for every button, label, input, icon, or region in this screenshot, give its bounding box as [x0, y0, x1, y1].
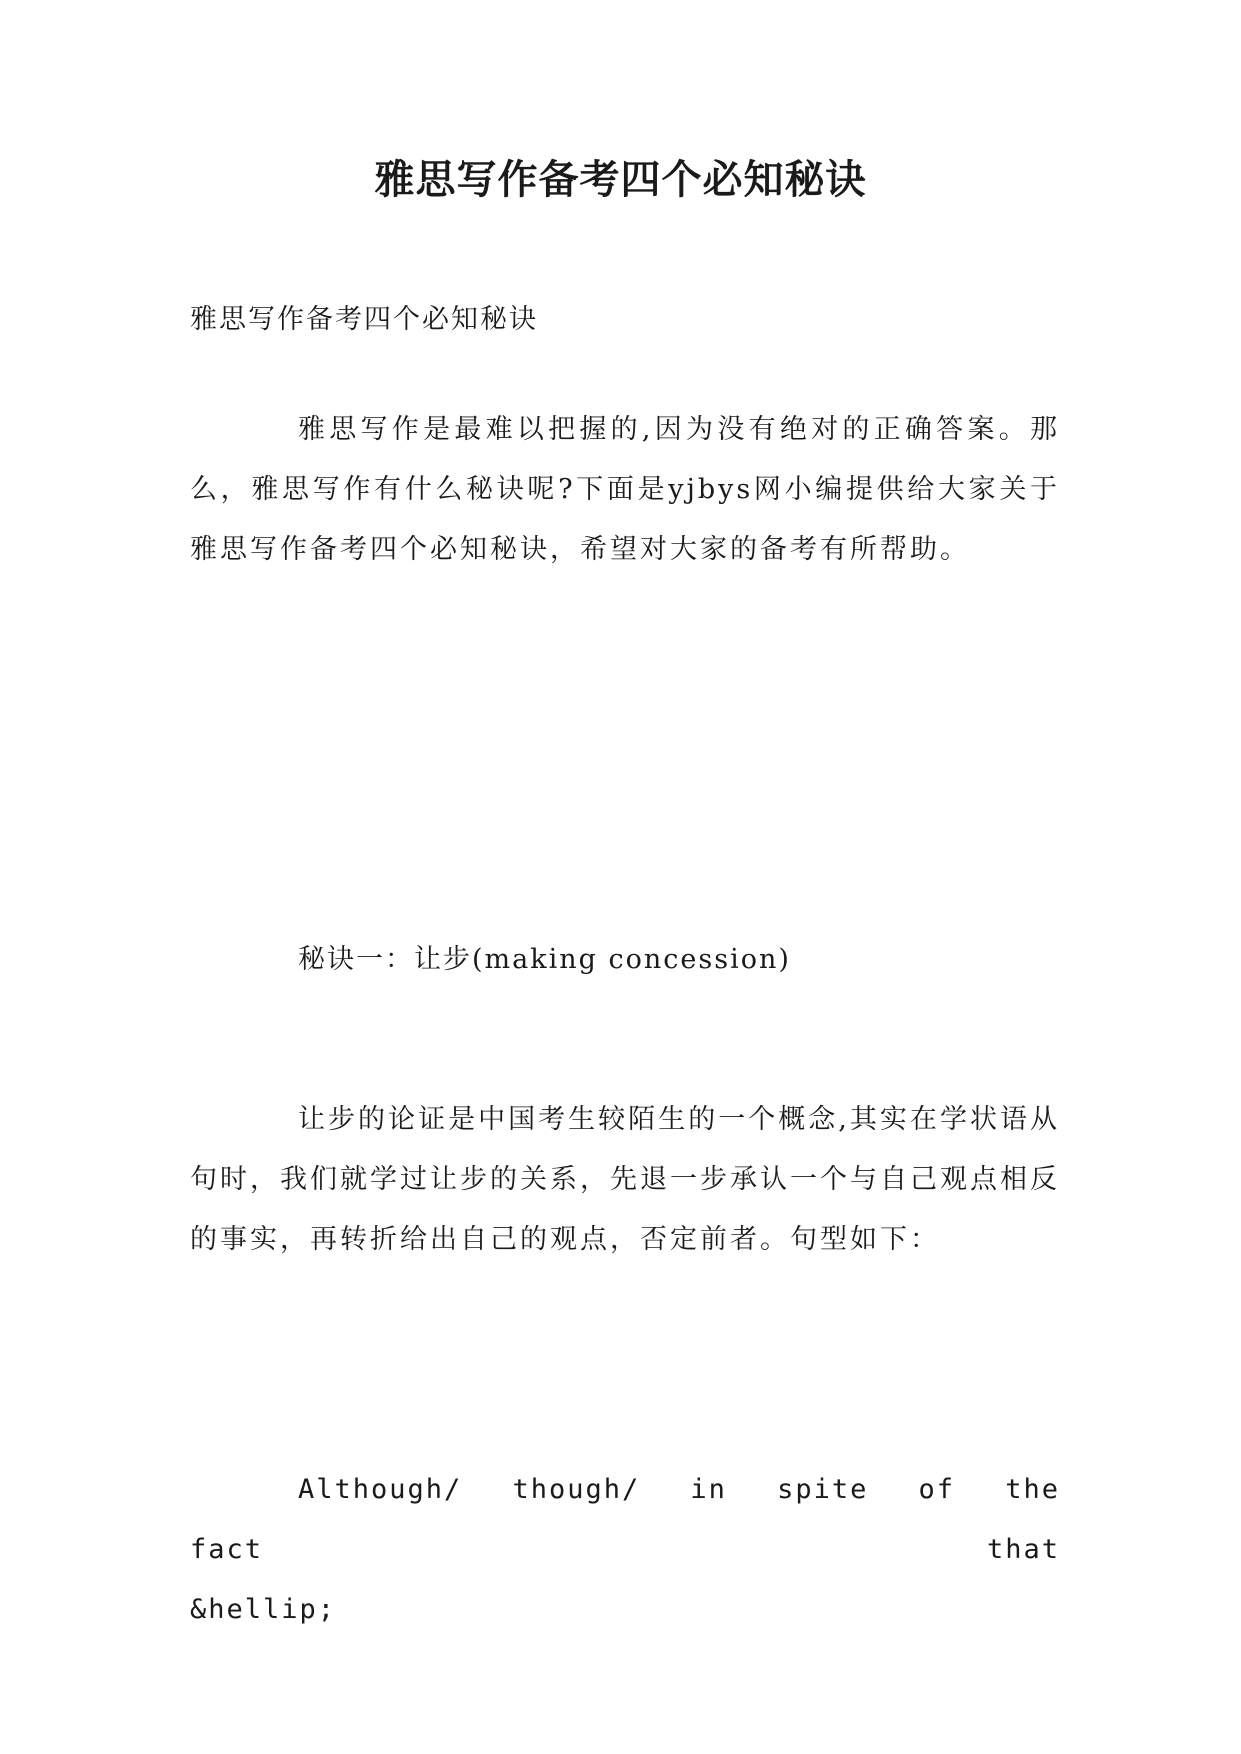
document-subtitle: 雅思写作备考四个必知秘诀: [190, 304, 538, 335]
concession-paragraph: 让步的论证是中国考生较陌生的一个概念,其实在学状语从句时，我们就学过让步的关系，先退一步承认一个与自己观点相反的事实，再转折给出自己的观点，否定前者。句型如下：: [190, 1104, 1060, 1255]
section-heading-tip-one: 秘诀一：让步(making concession): [298, 944, 791, 975]
document-title: 雅思写作备考四个必知秘诀: [374, 157, 867, 203]
example-line-1: Although/ though/ in spite of the fact that: [190, 1474, 1060, 1565]
intro-paragraph: 雅思写作是最难以把握的,因为没有绝对的正确答案。那么，雅思写作有什么秘诀呢?下面是yjbys网小编提供给大家关于雅思写作备考四个必知秘诀，希望对大家的备考有所帮助。: [190, 414, 1060, 565]
example-line-2: &hellip;: [190, 1594, 337, 1625]
example-sentence-pattern: [190, 1460, 1060, 1640]
